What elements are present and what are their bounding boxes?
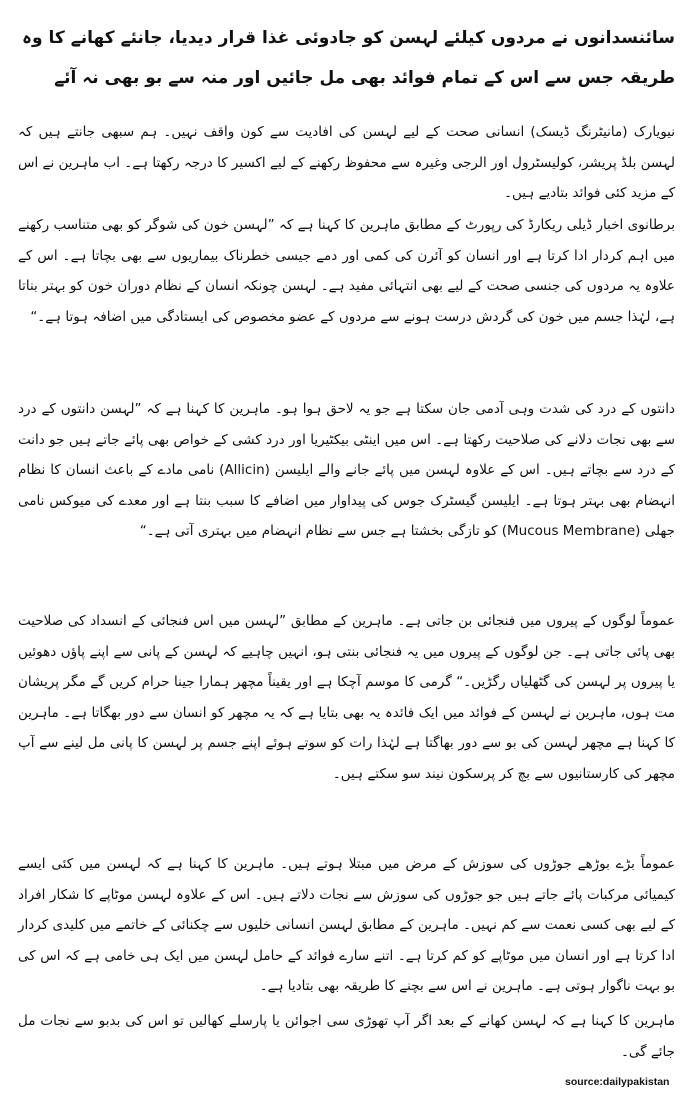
article-paragraph-4: عموماً لوگوں کے پیروں میں فنجائی بن جاتی ہے۔ ماہرین کے مطابق ”لہسن میں اس فنجائی کے انسداد کی صلاحیت بھی پائی جاتی ہے۔ جن لوگوں کے پیروں میں یہ فنجائی بنتی ہو، انہیں چاہیے کہ لہسن کے پانی سے اپنے پاؤں دھوئیں یا پیروں پر لہسن کی گٹھلیاں رگڑیں۔“ گرمی کا موسم آچکا ہے اور یقیناً مچھر ہمارا جینا حرام کریں گے مگر پریشان مت ہوں، ماہرین نے لہسن کے فوائد میں ایک فائدہ یہ بھی بتایا ہے کہ یہ مچھر کو انسان سے دور بھگاتا ہے۔ ماہرین کا کہنا ہے مچھر لہسن کی بو سے دور بھاگتا ہے لہٰذا رات کو سوتے ہوئے اپنے جسم پر لہسن کا پانی مل لینے سے آپ مچھر کی کارستانیوں سے بچ کر پرسکون نیند سو سکتے ہیں۔	[18, 613, 675, 782]
article-paragraph-2: برطانوی اخبار ڈیلی ریکارڈ کی رپورٹ کے مطابق ماہرین کا کہنا ہے کہ ”لہسن خون کی شوگر کو بھی متناسب رکھنے میں اہم کردار ادا کرتا ہے اور انسان کو آئرن کی کمی اور دمے جیسی خطرناک بیماریوں سے بھی بچاتا ہے۔ اس کے علاوہ یہ مردوں کی جنسی صحت کے لیے بھی انتہائی مفید ہے۔ لہسن چونکہ انسان کے نظام دوران خون کو بہتر بناتا ہے، لہٰذا جسم میں خون کی گردش درست ہونے سے مردوں کے عضو مخصوص کی ایستادگی میں اضافہ ہوتا ہے۔“	[18, 217, 675, 325]
article-headline: سائنسدانوں نے مردوں کیلئے لہسن کو جادوئی غذا قرار دیدیا، جانئے کھانے کا وہ طریقہ جس سے اس کے تمام فوائد بھی مل جائیں اور منہ سے بو بھی نہ آئے	[22, 28, 675, 88]
article-paragraph-6: ماہرین کا کہنا ہے کہ لہسن کھانے کے بعد اگر آپ تھوڑی سی اجوائن یا پارسلے کھالیں تو اس کی بدبو سے نجات مل جائے گی۔	[18, 1013, 675, 1060]
article-paragraph-3: دانتوں کے درد کی شدت وہی آدمی جان سکتا ہے جو یہ لاحق ہوا ہو۔ ماہرین کا کہنا ہے کہ ”لہسن دانتوں کے درد سے بھی نجات دلانے کی صلاحیت رکھتا ہے۔ اس میں اینٹی بیکٹیریا اور درد کشی کے خواص بھی پائے جاتے ہیں جو دانت کے درد سے بچاتے ہیں۔ اس کے علاوہ لہسن میں پائے جانے والے ایلیسن (Allicin) نامی مادے کے باعث انسان کا نظام انہضام بھی بہتر ہوتا ہے۔ ایلیسن گیسٹرک جوس کی پیداوار میں اضافے کا سبب بنتا ہے اور معدے کی میوکس نامی جھلی (Mucous Membrane) کو تازگی بخشتا ہے جس سے نظام انہضام میں بہتری آتی ہے۔“	[18, 401, 676, 539]
article-paragraph-1: نیویارک (مانیٹرنگ ڈیسک) انسانی صحت کے لیے لہسن کی افادیت سے کون واقف نہیں۔ ہم سبھی جانتے ہیں کہ لہسن بلڈ پریشر، کولیسٹرول اور الرجی وغیرہ سے محفوظ رکھنے کے لیے اکسیر کا درجہ رکھتا ہے۔ اب ماہرین نے اس کے مزید کئی فوائد بتادیے ہیں۔	[18, 124, 675, 201]
source-credit: source:dailypakistan	[565, 1076, 670, 1088]
article-paragraph-5: عموماً بڑے بوڑھے جوڑوں کی سوزش کے مرض میں مبتلا ہوتے ہیں۔ ماہرین کا کہنا ہے کہ لہسن میں کئی ایسے کیمیائی مرکبات پائے جاتے ہیں جو جوڑوں کی سوزش سے نجات دلاتے ہیں۔ اس کے علاوہ لہسن موٹاپے کا شکار افراد کے لیے بھی کسی نعمت سے کم نہیں۔ ماہرین کے مطابق لہسن انسانی خلیوں سے چکنائی کے خاتمے میں کلیدی کردار ادا کرتا ہے اور انسان میں موٹاپے کو کم کرتا ہے۔ اتنے سارے فوائد کے حامل لہسن میں ایک ہی خامی ہے کہ اس کی بو بہت ناگوار ہوتی ہے۔ ماہرین نے اس سے بچنے کا طریقہ بھی بتادیا ہے۔	[18, 856, 675, 994]
